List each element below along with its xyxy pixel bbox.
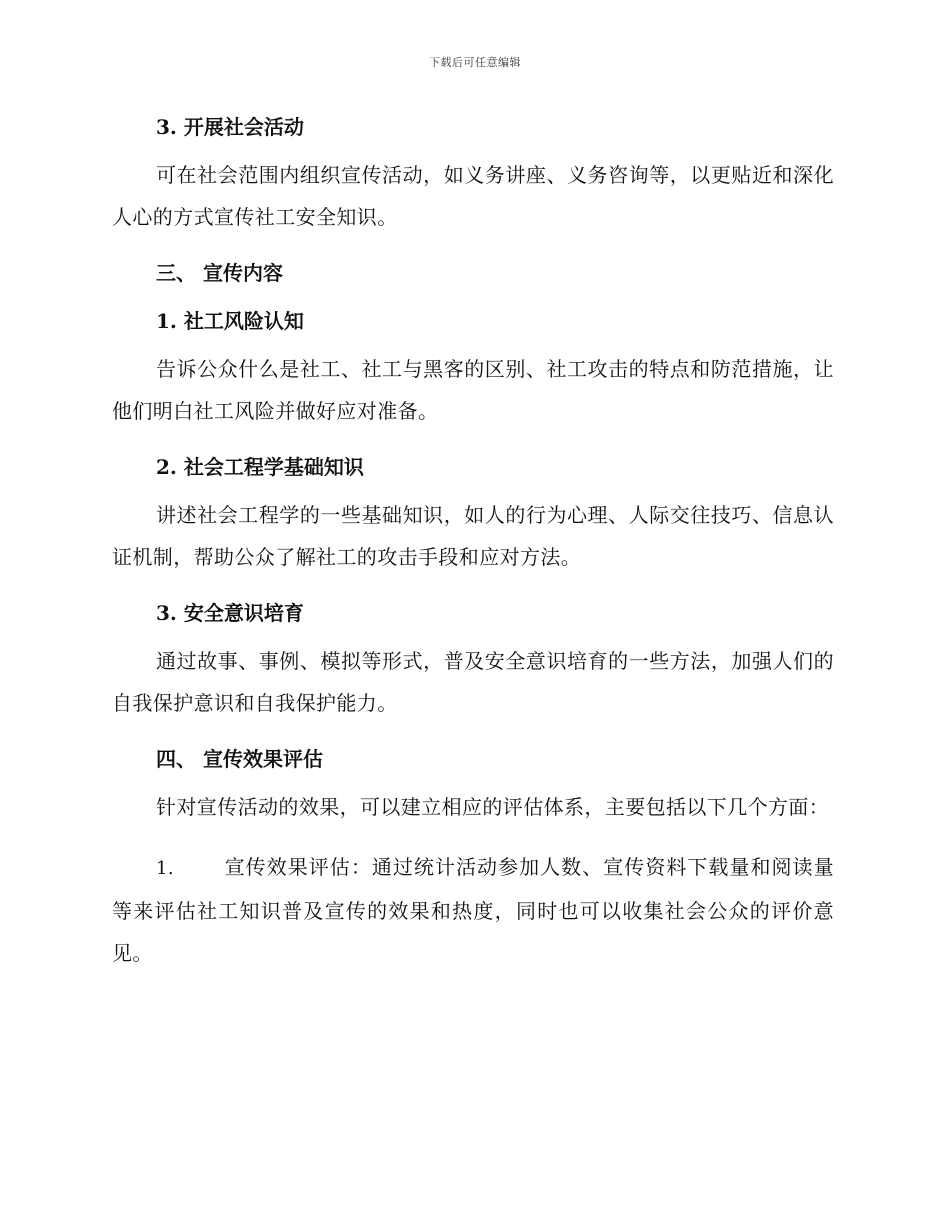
section-heading-effect-evaluation: 四、 宣传效果评估 [156, 747, 323, 771]
list-item-number: 1. [156, 858, 174, 879]
section-heading-publicity-content: 三、 宣传内容 [156, 261, 283, 285]
paragraph-effect-evaluation: 针对宣传活动的效果，可以建立相应的评估体系，主要包括以下几个方面： [156, 795, 830, 819]
paragraph-social-engineering-basics: 讲述社会工程学的一些基础知识，如人的行为心理、人际交往技巧、信息认证机制，帮助公众了解社工的攻击手段和应对方法。 [112, 503, 834, 569]
paragraph-social-activities: 可在社会范围内组织宣传活动，如义务讲座、义务咨询等，以更贴近和深化人心的方式宣传社工安全知识。 [112, 163, 834, 229]
section-heading-risk-awareness: 1. 社工风险认知 [156, 309, 304, 333]
paragraph-security-awareness: 通过故事、事例、模拟等形式，普及安全意识培育的一些方法，加强人们的自我保护意识和自我保护能力。 [112, 649, 834, 715]
page-header: 下载后可任意编辑 [429, 56, 521, 69]
section-heading-social-activities: 3. 开展社会活动 [156, 115, 304, 139]
paragraph-risk-awareness: 告诉公众什么是社工、社工与黑客的区别、社工攻击的特点和防范措施，让他们明白社工风险并做好应对准备。 [112, 357, 834, 423]
section-heading-security-awareness: 3. 安全意识培育 [156, 601, 304, 625]
list-item [112, 846, 834, 974]
section-heading-social-engineering-basics: 2. 社会工程学基础知识 [156, 455, 364, 479]
list-item-text: 宣传效果评估：通过统计活动参加人数、宣传资料下载量和阅读量等来评估社工知识普及宣传的效果和热度，同时也可以收集社会公众的评价意见。 [112, 855, 834, 965]
document-body [112, 110, 834, 974]
